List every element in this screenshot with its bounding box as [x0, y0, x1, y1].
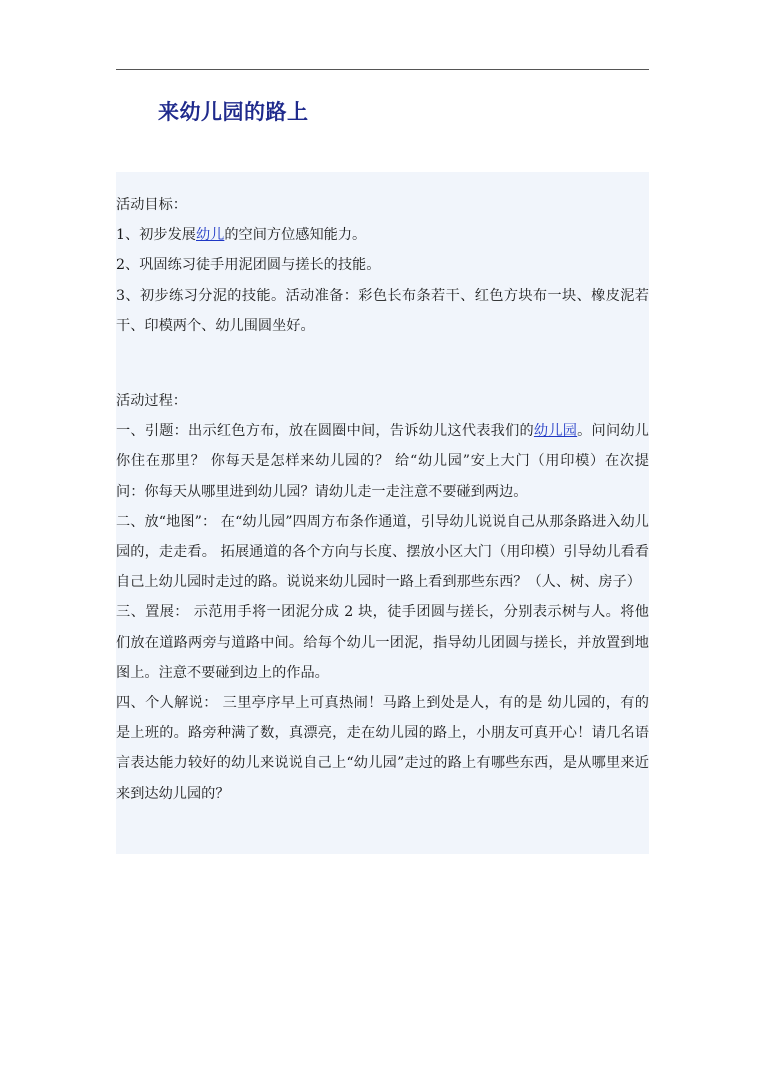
section-gap	[116, 341, 649, 386]
process-step-1	[116, 416, 649, 507]
kindergarten-link[interactable]: 幼儿园	[533, 423, 578, 440]
page-title: 来幼儿园的路上	[158, 100, 309, 124]
goals-heading: 活动目标：	[116, 197, 187, 213]
process-step-2: 二、放“地图”： 在“幼儿园”四周方布条作通道，引导幼儿说说自己从那条路进入幼儿园的，走走看。 拓展通道的各个方向与长度、摆放小区大门（用印模）引导幼儿看看自己上幼儿园时走过的路。说说来幼儿园时一路上看到那些东西？（人、树、房子）	[116, 513, 649, 591]
goal-item-1	[116, 220, 649, 250]
process-step-1-post: 。问问幼儿你住在那里？ 你每天是怎样来幼儿园的？ 给“幼儿园”安上大门（用印模）在次提问：你每天从哪里进到幼儿园？请幼儿走一走注意不要碰到两边。	[116, 423, 649, 500]
process-heading: 活动过程：	[116, 393, 187, 410]
goal-item-1-post: 的空间方位感知能力。	[224, 227, 367, 244]
goal-item-2: 2、巩固练习徒手用泥团圆与搓长的技能。	[116, 257, 381, 274]
goal-item-3: 3、初步练习分泥的技能。活动准备：彩色长布条若干、红色方块布一块、橡皮泥若干、印模两个、幼儿围圆坐好。	[116, 287, 649, 334]
kindergarten-child-link[interactable]: 幼儿	[195, 227, 225, 244]
document-body	[116, 190, 649, 809]
header-rule	[116, 69, 649, 70]
process-step-4: 四、个人解说： 三里亭序早上可真热闹！马路上到处是人，有的是 幼儿园的，有的是上班的。路旁种满了数，真漂亮，走在幼儿园的路上，小朋友可真开心！请几名语言表达能力较好的幼儿来说说自己上“幼儿园”走过的路上有哪些东西，是从哪里来近来到达幼儿园的？	[116, 695, 649, 802]
process-step-3: 三、置展： 示范用手将一团泥分成 2 块，徒手团圆与搓长，分别表示树与人。将他们放在道路两旁与道路中间。给每个幼儿一团泥，指导幼儿团圆与搓长，并放置到地图上。注意不要碰到边上的作品。	[116, 604, 649, 681]
process-step-1-pre: 一、引题：出示红色方布，放在圆圈中间，告诉幼儿这代表我们的	[116, 423, 534, 440]
goal-item-1-pre: 1、初步发展	[116, 227, 196, 244]
